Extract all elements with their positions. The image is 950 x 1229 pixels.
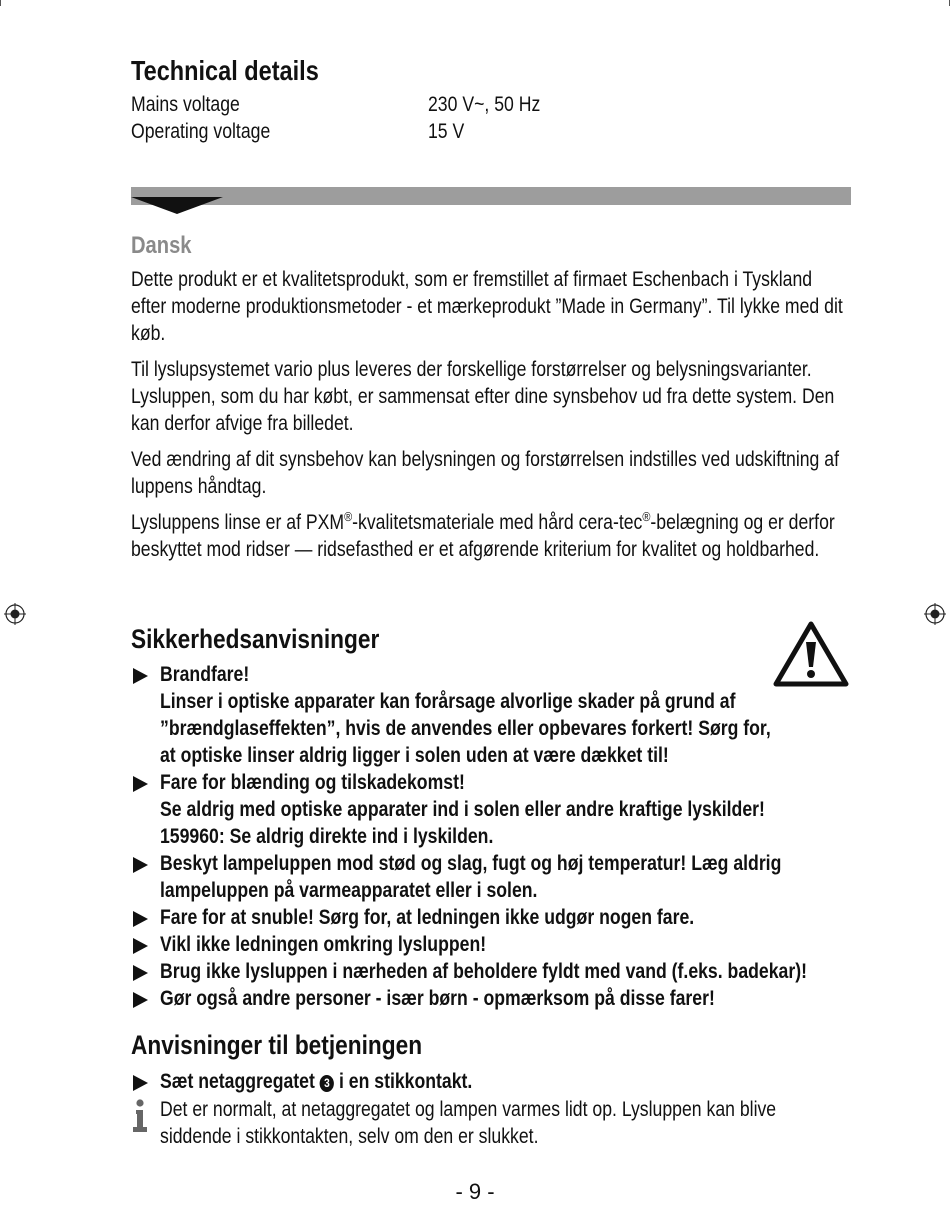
safety-item-text bbox=[160, 769, 765, 850]
bullet-arrow-icon bbox=[133, 992, 148, 1008]
safety-line: Gør også andre personer - især børn - opmærksom på disse farer! bbox=[160, 987, 715, 1010]
intro-paragraph-1: Dette produkt er et kvalitetsprodukt, som er fremstillet af firmaet Eschenbach i Tyskland efter moderne produktionsmetoder - et mærkeprodukt ”Made in Germany”. Til lykke med dit køb. bbox=[131, 268, 843, 345]
safety-line: Se aldrig med optiske apparater ind i solen eller andre kraftige lyskilder! bbox=[160, 798, 765, 821]
info-line: siddende i stikkontakten, selv om den er slukket. bbox=[160, 1125, 539, 1148]
bullet-arrow-icon bbox=[133, 911, 148, 927]
safety-item-text bbox=[160, 958, 807, 985]
spec-row-mains bbox=[131, 91, 851, 118]
safety-line: Brug ikke lysluppen i nærheden af beholdere fyldt med vand (f.eks. badekar)! bbox=[160, 960, 807, 983]
bullet-arrow-icon bbox=[133, 1075, 148, 1091]
safety-item-water bbox=[131, 958, 871, 985]
language-heading bbox=[131, 231, 950, 261]
bullet-arrow-icon bbox=[133, 938, 148, 954]
operation-title bbox=[131, 1028, 950, 1062]
spec-value bbox=[428, 91, 950, 118]
step-text-a: Sæt netaggregatet bbox=[160, 1070, 315, 1093]
circled-number-icon: 3 bbox=[320, 1075, 334, 1092]
safety-line: Fare for at snuble! Sørg for, at ledningen ikke udgør nogen fare. bbox=[160, 906, 695, 929]
crop-mark-left bbox=[0, 0, 1, 6]
safety-item-protect bbox=[131, 850, 871, 904]
operation-step-text bbox=[160, 1068, 757, 1095]
spec-row-operating bbox=[131, 118, 851, 145]
safety-item-fire bbox=[131, 661, 871, 769]
spec-label-text: Mains voltage bbox=[131, 93, 240, 116]
safety-line: lampeluppen på varmeapparatet eller i solen. bbox=[160, 879, 538, 902]
technical-details-title-text: Technical details bbox=[131, 55, 319, 86]
safety-item-cord bbox=[131, 931, 871, 958]
safety-line: Vikl ikke ledningen omkring lysluppen! bbox=[160, 933, 487, 956]
safety-line: ”brændglaseffekten”, hvis de anvendes eller opbevares forkert! Sørg for, bbox=[160, 717, 771, 740]
step-text-b: i en stikkontakt. bbox=[338, 1070, 473, 1093]
p4-part-b: -kvalitetsmateriale med hård cera-tec bbox=[352, 511, 643, 534]
intro-paragraphs bbox=[131, 266, 851, 572]
intro-paragraph-3: Ved ændring af dit synsbehov kan belysningen og forstørrelsen indstilles ved udskiftning af luppens håndtag. bbox=[131, 448, 839, 498]
spec-value bbox=[428, 118, 950, 145]
spec-table bbox=[131, 91, 851, 145]
operation-step bbox=[131, 1068, 871, 1095]
intro-paragraph-2: Til lyslupsystemet vario plus leveres der forskellige forstørrelser og belysningsvarianter. Lysluppen, som du har købt, er sammensat efter dine synsbehov ud fra dette system. Den kan derfor afvige fra billedet. bbox=[131, 358, 835, 435]
safety-list bbox=[131, 661, 871, 1012]
language-heading-text: Dansk bbox=[131, 232, 192, 259]
safety-item-text bbox=[160, 985, 757, 1012]
safety-item-glare bbox=[131, 769, 871, 850]
safety-item-text bbox=[160, 661, 771, 769]
spec-value-text: 15 V bbox=[428, 120, 465, 143]
section-divider-bar bbox=[131, 187, 851, 205]
registration-mark-left-icon bbox=[4, 603, 26, 625]
operation-list bbox=[131, 1068, 871, 1095]
info-line: Det er normalt, at netaggregatet og lampen varmes lidt op. Lysluppen kan blive bbox=[160, 1098, 777, 1121]
registered-mark: ® bbox=[344, 509, 353, 524]
operation-title-text: Anvisninger til betjeningen bbox=[131, 1030, 423, 1060]
safety-title-text: Sikkerhedsanvisninger bbox=[131, 624, 380, 654]
technical-details-title bbox=[131, 54, 851, 88]
safety-item-others bbox=[131, 985, 871, 1012]
safety-line: at optiske linser aldrig ligger i solen uden at være dækket til! bbox=[160, 744, 669, 767]
p4-part-c: -belægning og er derfor beskyttet mod ridser — ridsefasthed er et afgørende kriterium for kvalitet og holdbarhed. bbox=[131, 511, 835, 561]
safety-item-text bbox=[160, 904, 757, 931]
bullet-arrow-icon bbox=[133, 857, 148, 873]
divider-triangle-icon bbox=[131, 197, 223, 214]
safety-line: Linser i optiske apparater kan forårsage alvorlige skader på grund af bbox=[160, 690, 736, 713]
info-icon bbox=[131, 1099, 149, 1133]
spec-label-text: Operating voltage bbox=[131, 120, 271, 143]
safety-line: Beskyt lampeluppen mod stød og slag, fugt og høj temperatur! Læg aldrig bbox=[160, 852, 782, 875]
page-number: - 9 - bbox=[455, 1179, 495, 1204]
safety-item-text bbox=[160, 931, 757, 958]
safety-item-trip bbox=[131, 904, 871, 931]
p4-part-a: Lysluppens linse er af PXM bbox=[131, 511, 345, 534]
info-text bbox=[160, 1096, 776, 1150]
safety-line: Fare for blænding og tilskadekomst! bbox=[160, 771, 465, 794]
safety-line: Brandfare! bbox=[160, 663, 250, 686]
safety-item-text bbox=[160, 850, 782, 904]
bullet-arrow-icon bbox=[133, 776, 148, 792]
registered-mark: ® bbox=[642, 509, 651, 524]
bullet-arrow-icon bbox=[133, 965, 148, 981]
intro-paragraph-4 bbox=[131, 509, 851, 563]
safety-line: 159960: Se aldrig direkte ind i lyskilden. bbox=[160, 825, 494, 848]
bullet-arrow-icon bbox=[133, 668, 148, 684]
technical-details-section bbox=[131, 54, 851, 145]
spec-value-text: 230 V~, 50 Hz bbox=[428, 93, 541, 116]
